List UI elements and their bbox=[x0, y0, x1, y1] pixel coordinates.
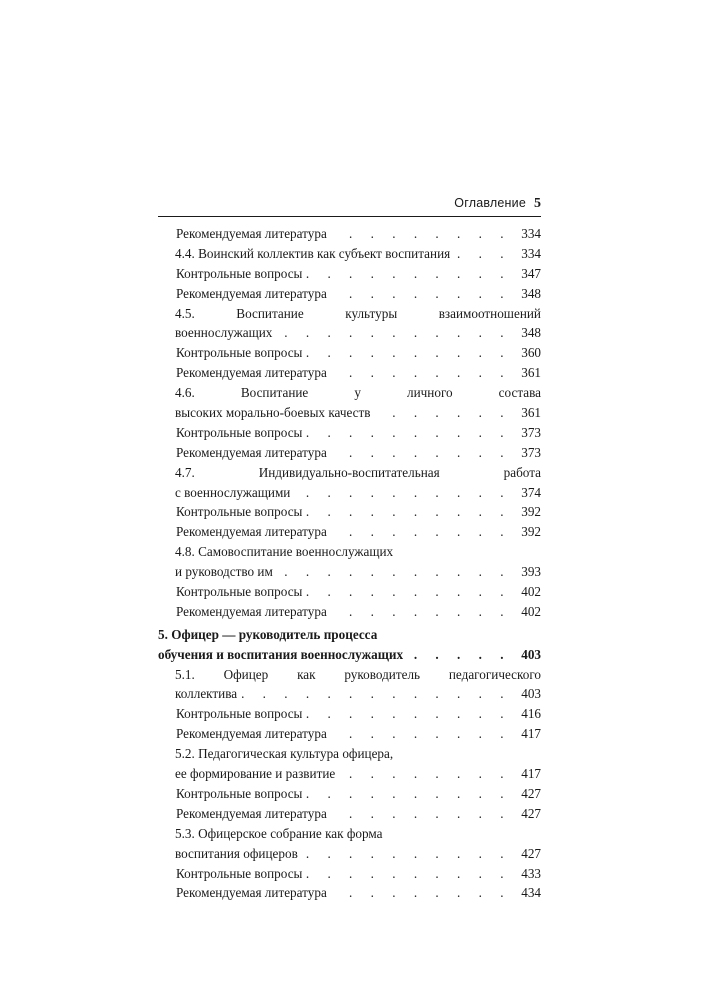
dot-leader bbox=[306, 784, 511, 804]
toc-entry-title: Контрольные вопросы bbox=[176, 504, 303, 520]
toc-entry bbox=[158, 463, 541, 483]
toc-entry-page: 361 bbox=[521, 365, 541, 381]
toc-entry bbox=[158, 665, 541, 685]
toc-entry-page: 427 bbox=[521, 785, 541, 801]
dot-leader bbox=[276, 323, 511, 343]
toc-entry-title: 5.1. Офицер как руководитель педагогического bbox=[175, 666, 541, 682]
dot-leader bbox=[331, 804, 511, 824]
toc-entry-page: 417 bbox=[521, 726, 541, 742]
toc-entry bbox=[158, 724, 541, 744]
dot-leader bbox=[331, 443, 511, 463]
toc-entry-page: 427 bbox=[521, 805, 541, 821]
toc-entry-title: Контрольные вопросы bbox=[176, 345, 303, 361]
toc-entry bbox=[158, 224, 541, 244]
toc-entry-page: 334 bbox=[521, 226, 541, 241]
dot-leader bbox=[241, 684, 511, 704]
dot-leader bbox=[306, 864, 511, 884]
toc-entry bbox=[158, 443, 541, 463]
toc-entry bbox=[158, 264, 541, 284]
dot-leader bbox=[306, 502, 511, 522]
dot-leader bbox=[306, 264, 511, 284]
dot-leader bbox=[302, 844, 511, 864]
toc-entry-page: 416 bbox=[521, 706, 541, 722]
toc-entry bbox=[158, 403, 541, 423]
toc-entry-page: 402 bbox=[521, 603, 541, 619]
toc-entry bbox=[158, 764, 541, 784]
toc-entry-title: с военнослужащими bbox=[175, 484, 291, 500]
toc-entry-page: 361 bbox=[521, 405, 541, 421]
toc-entry-page: 433 bbox=[521, 865, 541, 881]
toc-entry bbox=[158, 522, 541, 542]
toc-entry-page: 374 bbox=[521, 484, 541, 500]
toc-entry-page: 403 bbox=[521, 686, 541, 702]
toc-entry-page: 334 bbox=[521, 245, 541, 261]
toc-entry bbox=[158, 844, 541, 864]
dot-leader bbox=[306, 343, 511, 363]
section-label: Оглавление bbox=[454, 196, 526, 210]
toc-entry-title: воспитания офицеров bbox=[175, 845, 298, 861]
toc-entry bbox=[158, 562, 541, 582]
toc-entry bbox=[158, 824, 541, 844]
page-number: 5 bbox=[534, 196, 541, 211]
toc-entry bbox=[158, 684, 541, 704]
toc-entry-title: Рекомендуемая литература bbox=[176, 805, 327, 821]
toc-entry bbox=[158, 883, 541, 903]
toc-entry-title: Контрольные вопросы bbox=[176, 706, 303, 722]
toc-entry-page: 403 bbox=[521, 646, 541, 662]
toc-entry-title: Контрольные вопросы bbox=[176, 584, 303, 600]
toc-entry bbox=[158, 304, 541, 324]
toc-entry-title: Рекомендуемая литература bbox=[176, 285, 327, 301]
header-rule bbox=[158, 216, 541, 217]
toc-entry bbox=[158, 602, 541, 622]
toc-entry bbox=[158, 284, 541, 304]
toc-entry bbox=[158, 542, 541, 562]
dot-leader bbox=[339, 764, 511, 784]
dot-leader bbox=[331, 363, 511, 383]
toc-entry-title: Контрольные вопросы bbox=[176, 865, 303, 881]
toc-entry-title: военнослужащих bbox=[175, 325, 273, 341]
dot-leader bbox=[306, 423, 511, 443]
dot-leader bbox=[331, 883, 511, 903]
toc-entry-title: 4.6. Воспитание у личного состава bbox=[175, 385, 541, 401]
toc-entry bbox=[158, 363, 541, 383]
dot-leader bbox=[306, 582, 511, 602]
dot-leader bbox=[331, 602, 511, 622]
toc-entry-title: высоких морально-боевых качеств bbox=[175, 405, 371, 421]
running-header bbox=[158, 196, 541, 218]
toc-entry bbox=[158, 383, 541, 403]
toc-entry-page: 417 bbox=[521, 766, 541, 782]
toc-entry bbox=[158, 784, 541, 804]
toc-entry bbox=[158, 645, 541, 665]
toc-entry-title: Рекомендуемая литература bbox=[176, 226, 327, 241]
dot-leader bbox=[277, 562, 511, 582]
toc-entry-title: ее формирование и развитие bbox=[175, 766, 336, 782]
toc-entry-page: 434 bbox=[521, 885, 541, 901]
toc-entry-title: Рекомендуемая литература bbox=[176, 885, 327, 901]
toc-entry bbox=[158, 744, 541, 764]
toc-entry-page: 347 bbox=[521, 265, 541, 281]
toc-entry-title: 4.5. Воспитание культуры взаимоотношений bbox=[175, 305, 541, 321]
toc-entry-title: обучения и воспитания военнослужащих bbox=[158, 646, 404, 662]
toc-entry-title: Рекомендуемая литература bbox=[176, 603, 327, 619]
toc-entry bbox=[158, 625, 541, 645]
dot-leader bbox=[375, 403, 511, 423]
dot-leader bbox=[294, 483, 511, 503]
dot-leader bbox=[331, 724, 511, 744]
toc-entry-title: Контрольные вопросы bbox=[176, 265, 303, 281]
toc-entry bbox=[158, 804, 541, 824]
toc-entry-title: Рекомендуемая литература bbox=[176, 726, 327, 742]
toc-entry-page: 427 bbox=[521, 845, 541, 861]
toc-entry-page: 348 bbox=[521, 285, 541, 301]
toc-entry bbox=[158, 582, 541, 602]
toc-entry-title: Рекомендуемая литература bbox=[176, 524, 327, 540]
toc-entry bbox=[158, 864, 541, 884]
toc-entry bbox=[158, 423, 541, 443]
toc-entry-title: 5. Офицер — руководитель процесса bbox=[158, 626, 378, 642]
dot-leader bbox=[331, 522, 511, 542]
toc-entry-page: 392 bbox=[521, 504, 541, 520]
toc-entry-title: Контрольные вопросы bbox=[176, 785, 303, 801]
dot-leader bbox=[454, 244, 511, 264]
toc-entry-title: и руководство им bbox=[175, 564, 273, 580]
dot-leader bbox=[407, 645, 511, 665]
toc-entry-page: 360 bbox=[521, 345, 541, 361]
toc-entry-page: 402 bbox=[521, 584, 541, 600]
toc-entry-title: 4.4. Воинский коллектив как субъект воспитания bbox=[175, 245, 451, 261]
toc-entry-title: 5.2. Педагогическая культура офицера, bbox=[175, 746, 394, 762]
toc-entry-title: 4.7. Индивидуально-воспитательная работа bbox=[175, 464, 541, 480]
toc-entry-page: 348 bbox=[521, 325, 541, 341]
table-of-contents bbox=[158, 224, 541, 903]
toc-entry-title: Рекомендуемая литература bbox=[176, 365, 327, 381]
toc-entry bbox=[158, 343, 541, 363]
toc-entry-title: Рекомендуемая литература bbox=[176, 444, 327, 460]
toc-entry-page: 373 bbox=[521, 424, 541, 440]
toc-entry-page: 392 bbox=[521, 524, 541, 540]
toc-entry-title: 4.8. Самовоспитание военнослужащих bbox=[175, 544, 394, 560]
toc-entry bbox=[158, 483, 541, 503]
dot-leader bbox=[306, 704, 511, 724]
toc-entry-page: 393 bbox=[521, 564, 541, 580]
toc-entry-title: 5.3. Офицерское собрание как форма bbox=[175, 825, 383, 841]
toc-entry bbox=[158, 323, 541, 343]
toc-entry-page: 373 bbox=[521, 444, 541, 460]
toc-entry-title: коллектива bbox=[175, 686, 238, 702]
toc-entry-title: Контрольные вопросы bbox=[176, 424, 303, 440]
toc-entry bbox=[158, 502, 541, 522]
toc-entry bbox=[158, 244, 541, 264]
toc-entry bbox=[158, 704, 541, 724]
dot-leader bbox=[331, 224, 511, 244]
dot-leader bbox=[331, 284, 511, 304]
